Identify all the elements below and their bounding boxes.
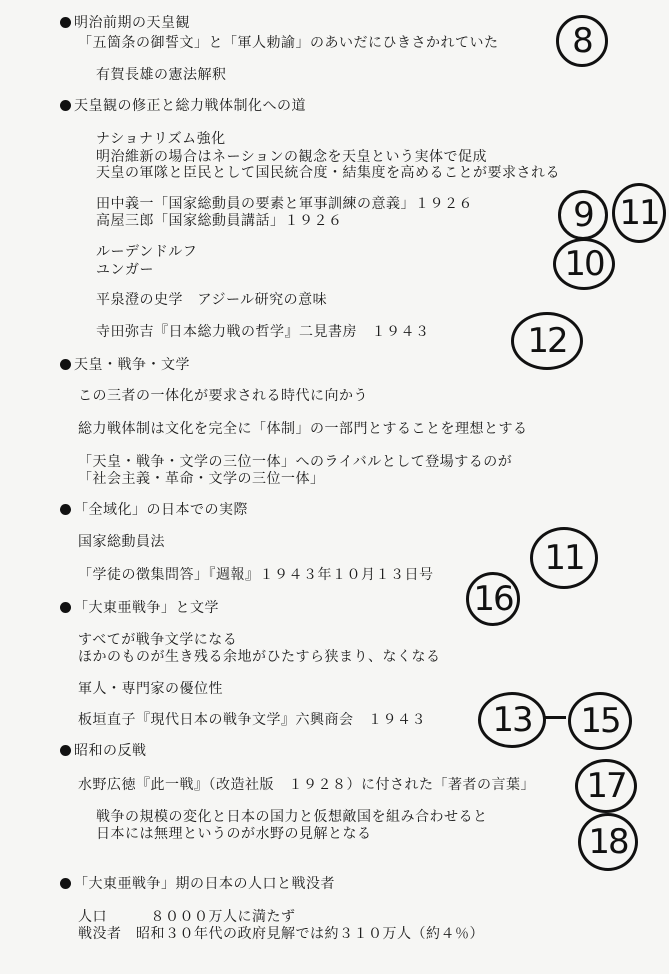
text-line: 有賀長雄の憲法解釈: [96, 67, 227, 83]
text-line: 「社会主義・革命・文学の三位一体」: [78, 471, 325, 487]
heading-text: 「全域化」の日本での実際: [74, 502, 248, 518]
text-line: 戦没者 昭和３０年代の政府見解では約３１０万人（約４％）: [78, 926, 484, 942]
range-dash: [544, 716, 566, 719]
annotation-15: 15: [568, 692, 632, 750]
text-line: 水野広徳『此一戦』（改造社版 １９２８）に付された「著者の言葉」: [78, 777, 535, 793]
text-line: ほかのものが生き残る余地がひたすら狭まり、なくなる: [78, 649, 441, 665]
annotation-9: 9: [558, 190, 608, 240]
bullet-icon: [60, 17, 71, 28]
text-line: 人口 ８０００万人に満たず: [78, 909, 296, 925]
annotation-12: 12: [511, 312, 583, 370]
section-heading: [60, 742, 147, 760]
text-line: 戦争の規模の変化と日本の国力と仮想敵国を組み合わせると: [96, 809, 488, 825]
section-heading: [60, 356, 190, 374]
heading-text: 明治前期の天皇観: [74, 15, 190, 31]
text-line: 「天皇・戦争・文学の三位一体」へのライバルとして登場するのが: [78, 454, 513, 470]
annotation-18: 18: [578, 813, 638, 871]
text-line: 「学徒の徴集問答」『週報』１９４３年１０月１３日号: [78, 567, 434, 583]
text-line: 国家総動員法: [78, 534, 165, 550]
annotation-10: 10: [553, 238, 615, 290]
heading-text: 「大東亜戦争」と文学: [74, 600, 219, 616]
annotation-17: 17: [575, 759, 637, 813]
annotation-16: 16: [466, 572, 520, 626]
heading-text: 天皇・戦争・文学: [74, 357, 190, 373]
annotation-8: 8: [556, 15, 608, 67]
bullet-icon: [60, 100, 71, 111]
text-line: 総力戦体制は文化を完全に「体制」の一部門とすることを理想とする: [78, 421, 528, 437]
section-heading: [60, 97, 306, 115]
text-line: 天皇の軍隊と臣民として国民統合度・結集度を高めることが要求される: [96, 165, 560, 181]
section-heading: [60, 599, 219, 617]
section-heading: [60, 501, 248, 519]
annotation-11-b: 11: [530, 527, 598, 589]
text-line: ルーデンドルフ: [96, 244, 198, 260]
text-line: 寺田弥吉『日本総力戦の哲学』二見書房 １９４３: [96, 324, 430, 340]
text-line: ナショナリズム強化: [96, 131, 226, 147]
text-line: 平泉澄の史学 アジール研究の意味: [96, 292, 328, 308]
section-heading: [60, 14, 190, 32]
bullet-icon: [60, 359, 71, 370]
annotation-11-a: 11: [612, 183, 666, 243]
text-line: 高屋三郎「国家総動員講話」１９２６: [96, 213, 343, 229]
bullet-icon: [60, 745, 71, 756]
section-heading: [60, 875, 335, 893]
text-line: 田中義一「国家総動員の要素と軍事訓練の意義」１９２６: [96, 196, 473, 212]
bullet-icon: [60, 878, 71, 889]
text-line: 板垣直子『現代日本の戦争文学』六興商会 １９４３: [78, 712, 426, 728]
bullet-icon: [60, 504, 71, 515]
text-line: 軍人・専門家の優位性: [78, 681, 223, 697]
heading-text: 昭和の反戦: [74, 743, 147, 759]
bullet-icon: [60, 602, 71, 613]
heading-text: 「大東亜戦争」期の日本の人口と戦没者: [74, 876, 335, 892]
annotation-13: 13: [478, 692, 546, 748]
text-line: この三者の一体化が要求される時代に向かう: [78, 388, 368, 404]
text-line: すべてが戦争文学になる: [78, 632, 238, 648]
text-line: 「五箇条の御誓文」と「軍人勅諭」のあいだにひきさかれていた: [78, 35, 499, 51]
text-line: 日本には無理というのが水野の見解となる: [96, 826, 372, 842]
text-line: ユンガー: [96, 262, 154, 278]
heading-text: 天皇観の修正と総力戦体制化への道: [74, 98, 306, 114]
text-line: 明治維新の場合はネーションの観念を天皇という実体で促成: [96, 149, 487, 165]
